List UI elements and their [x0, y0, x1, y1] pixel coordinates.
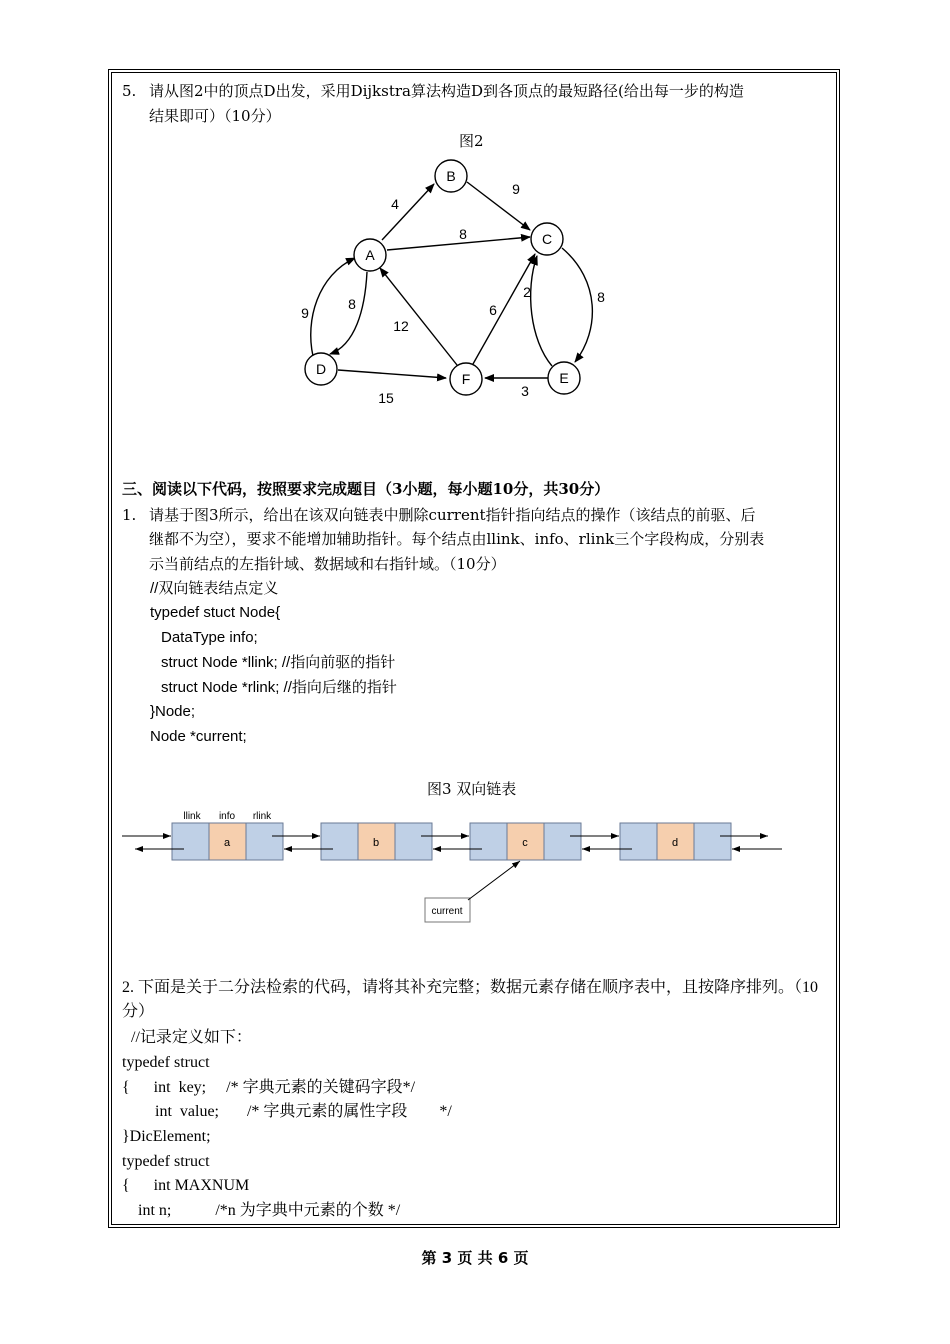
q2-code-value: int value; /* 字典元素的属性字段 */: [155, 1103, 452, 1120]
weight-a-b: 4: [391, 196, 399, 212]
figure2-graph: [280, 150, 640, 415]
edge-f-a: [380, 268, 457, 365]
list-node-b: [321, 823, 432, 860]
q2-code-typedef1: typedef struct: [122, 1054, 210, 1071]
label-rlink: rlink: [252, 811, 272, 822]
edge-a-d: [330, 272, 367, 354]
q1-code-current: Node *current;: [150, 728, 247, 745]
page-number-footer: 第 3 页 共 6 页: [421, 1249, 529, 1267]
q2-text-line1: 2. 下面是关于二分法检索的代码，请将其补充完整；数据元素存储在顺序表中，且按降序排列。（10: [122, 979, 819, 996]
label-llink: llink: [183, 811, 201, 822]
svg-text:c: c: [522, 837, 528, 849]
current-pointer-box: [425, 898, 470, 922]
q1-code-info: DataType info;: [161, 629, 258, 646]
node-d: [305, 353, 337, 385]
q1-code-llink: struct Node *llink; //指向前驱的指针: [161, 654, 396, 671]
svg-text:current: current: [431, 906, 463, 917]
figure3-linked-list: [115, 800, 795, 930]
edge-a-b: [382, 184, 434, 240]
q1-code-typedef: typedef stuct Node{: [150, 604, 281, 621]
node-e: [548, 362, 580, 394]
svg-text:E: E: [559, 370, 569, 386]
node-b: [435, 160, 467, 192]
node-f: [450, 363, 482, 395]
svg-text:D: D: [315, 361, 327, 377]
q1-text-line3: 示当前结点的左指针域、数据域和右指针域。（10分）: [149, 555, 506, 573]
weight-d-f: 15: [378, 390, 394, 406]
q2-code-n: int n; /*n 为字典中元素的个数 */: [138, 1202, 401, 1219]
q1-text-line2: 继都不为空），要求不能增加辅助指针。每个结点由llink、info、rlink三个字段构成，分别表: [149, 530, 765, 548]
node-c: [531, 223, 563, 255]
q5-text-line1: 请从图2中的顶点D出发，采用Dijkstra算法构造D到各顶点的最短路径(给出每一步的构造: [149, 82, 744, 100]
weight-e-c: 2: [523, 284, 531, 300]
figure3-caption: 图3 双向链表: [427, 780, 517, 798]
q2-code-dicelement: }DicElement;: [122, 1128, 211, 1145]
figure2-caption: 图2: [459, 132, 484, 150]
q5-text-line2: 结果即可）（10分）: [149, 107, 281, 125]
q2-code-key: { int key; /* 字典元素的关键码字段*/: [122, 1079, 416, 1096]
q2-code-typedef2: typedef struct: [122, 1153, 210, 1170]
edge-d-f: [338, 370, 446, 378]
svg-text:F: F: [461, 371, 471, 387]
edge-f-c: [473, 254, 535, 364]
q2-code-maxnum: { int MAXNUM: [122, 1177, 250, 1194]
weight-f-a: 12: [393, 318, 409, 334]
edge-b-c: [467, 182, 530, 230]
svg-text:C: C: [541, 231, 553, 247]
label-info: info: [218, 811, 236, 822]
weight-a-d: 8: [348, 296, 356, 312]
svg-text:B: B: [446, 168, 456, 184]
weight-f-c: 6: [489, 302, 497, 318]
weight-e-f: 3: [521, 383, 529, 399]
svg-text:a: a: [223, 837, 231, 849]
svg-text:b: b: [372, 837, 380, 849]
q1-code-close: }Node;: [150, 703, 196, 720]
svg-text:A: A: [365, 247, 375, 263]
weight-d-a: 9: [301, 305, 309, 321]
q1-code-rlink: struct Node *rlink; //指向后继的指针: [161, 679, 397, 696]
q1-code-comment: //双向链表结点定义: [150, 580, 279, 597]
section3-title: 三、阅读以下代码，按照要求完成题目（3小题，每小题10分，共30分）: [122, 480, 610, 498]
current-pointer-arrow: [468, 861, 520, 900]
weight-c-e: 8: [597, 289, 605, 305]
list-node-c: [470, 823, 581, 860]
svg-text:d: d: [671, 837, 679, 849]
q2-text-line2: 分）: [122, 1003, 155, 1020]
edge-c-e: [562, 248, 592, 362]
weight-b-c: 9: [512, 181, 520, 197]
q2-code-comment: //记录定义如下：: [131, 1029, 252, 1046]
list-node-a: [172, 823, 283, 860]
weight-a-c: 8: [459, 226, 467, 242]
q1-text-line1: 请基于图3所示，给出在该双向链表中删除current指针指向结点的操作（该结点的前驱、后: [149, 506, 756, 524]
q5-number: 5.: [122, 82, 137, 100]
edge-e-c: [531, 256, 552, 366]
node-a: [354, 239, 386, 271]
list-node-d: [620, 823, 731, 860]
q1-number: 1.: [122, 506, 137, 524]
